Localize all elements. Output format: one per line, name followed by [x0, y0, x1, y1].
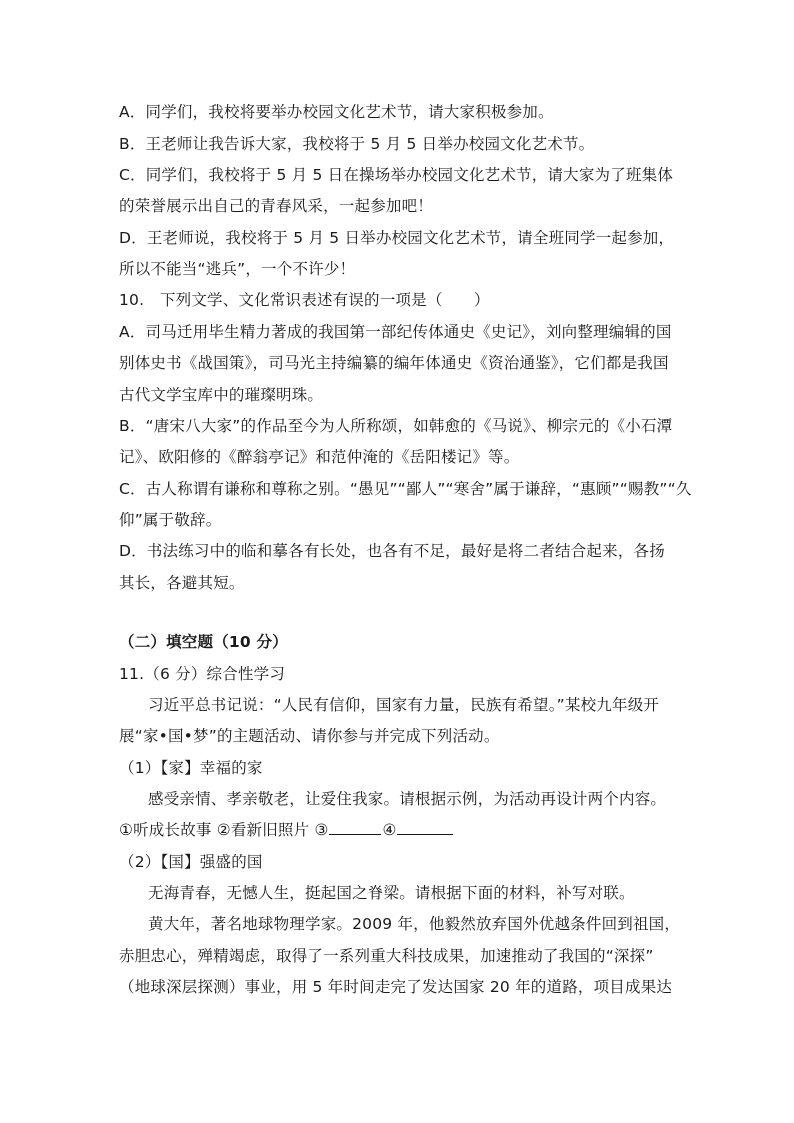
- q11-part2-para-line3: （地球深层探测）事业，用 5 年时间走完了发达国家 20 年的道路，项目成果达: [119, 978, 673, 996]
- q11-part2-text: 无海青春，无憾人生，挺起国之脊梁。请根据下面的材料，补写对联。: [148, 884, 635, 902]
- answer-blank-4[interactable]: [397, 820, 453, 835]
- q11-part2-para-line1: 黄大年，著名地球物理学家。2009 年，他毅然放弃国外优越条件回到祖国，: [148, 915, 681, 933]
- answer-blank-3[interactable]: [329, 820, 381, 835]
- q10-option-a-line3: 古代文学宝库中的璀璨明珠。: [119, 386, 324, 404]
- q11-part1-text: 感受亲情、孝亲敬老，让爱住我家。请根据示例，为活动再设计两个内容。: [148, 790, 667, 808]
- q9-option-d-line2: 所以不能当“逃兵”，一个不许少！: [119, 260, 356, 278]
- q11-part1-example: ①听成长故事 ②看新旧照片 ③: [119, 821, 329, 839]
- q10-option-c-line1: C．古人称谓有谦称和尊称之别。“愚见”“鄙人”“寒舍”属于谦辞，“惠顾”“赐教”“久: [119, 480, 692, 498]
- q10-option-b-line1: B．“唐宋八大家”的作品至今为人所称颂，如韩愈的《马说》、柳宗元的《小石潭: [119, 417, 673, 435]
- q11-part1-example-row: [119, 820, 455, 840]
- q10-option-a-line1: A．司马迁用毕生精力著成的我国第一部纪传体通史《史记》，刘向整理编辑的国: [119, 323, 672, 341]
- q9-option-c-line1: C．同学们，我校将于 5 月 5 日在操场举办校园文化艺术节，请大家为了班集体: [119, 166, 674, 184]
- q11-part1-blank2-label: ④: [382, 821, 397, 839]
- q11-part2-heading: （2）【国】强盛的国: [119, 853, 263, 871]
- q11-intro-line1: 习近平总书记说：“人民有信仰，国家有力量，民族有希望。”某校九年级开: [148, 696, 660, 714]
- section-heading: （二）填空题（10 分）: [119, 633, 288, 651]
- q11-part2-para-line2: 赤胆忠心，殚精竭虑，取得了一系列重大科技成果，加速推动了我国的“深探”: [119, 947, 654, 965]
- q11-part1-heading: （1）【家】幸福的家: [119, 759, 263, 777]
- q10-option-d-line2: 其长，各避其短。: [119, 574, 245, 592]
- q10-option-c-line2: 仰”属于敬辞。: [119, 511, 222, 529]
- q10-option-b-line2: 记》、欧阳修的《醉翁亭记》和范仲淹的《岳阳楼记》等。: [119, 448, 520, 466]
- q10-stem: 10. 下列文学、文化常识表述有误的一项是（ ）: [119, 291, 490, 309]
- q9-option-d-line1: D．王老师说，我校将于 5 月 5 日举办校园文化艺术节，请全班同学一起参加，: [119, 229, 675, 247]
- q11-intro-line2: 展“家•国•梦”的主题活动、请你参与并完成下列活动。: [119, 727, 500, 745]
- q9-option-a: A．同学们，我校将要举办校园文化艺术节，请大家积极参加。: [119, 103, 554, 121]
- q9-option-c-line2: 的荣誉展示出自己的青春风采，一起参加吧！: [119, 197, 434, 215]
- q9-option-b: B．王老师让我告诉大家，我校将于 5 月 5 日举办校园文化艺术节。: [119, 135, 595, 153]
- q10-option-d-line1: D．书法练习中的临和摹各有长处，也各有不足，最好是将二者结合起来，各扬: [119, 542, 665, 560]
- q10-option-a-line2: 别体史书《战国策》，司马光主持编纂的编年体通史《资治通鉴》，它们都是我国: [119, 354, 669, 372]
- q11-stem: 11.（6 分）综合性学习: [119, 665, 286, 683]
